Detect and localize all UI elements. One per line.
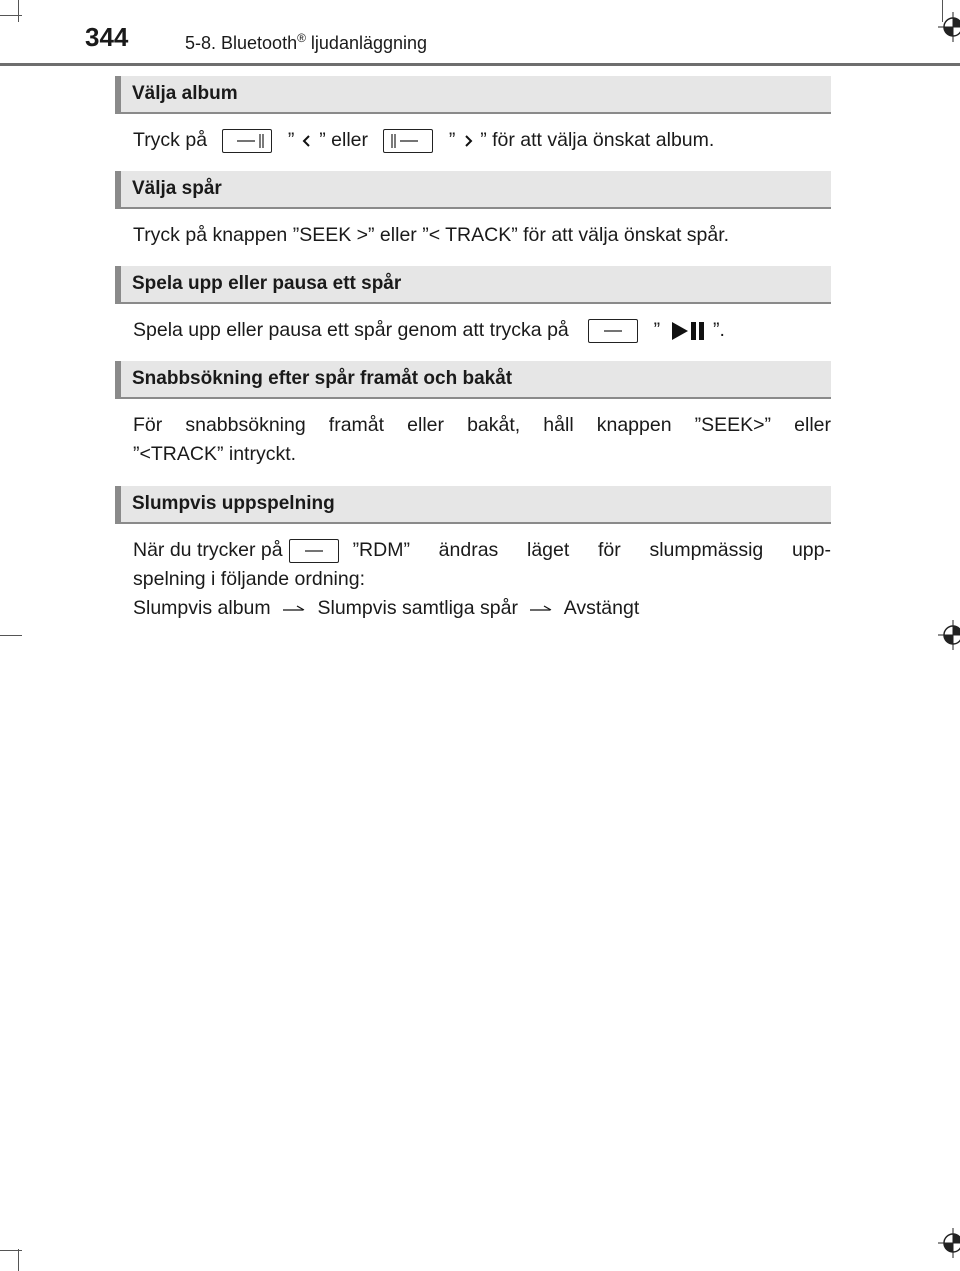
crop-mark bbox=[0, 635, 22, 636]
section-heading: Välja album bbox=[115, 76, 831, 114]
text-line: För snabbsökning framåt eller bakåt, håll knappen ”SEEK>” eller bbox=[133, 414, 831, 436]
section-heading: Slumpvis uppspelning bbox=[115, 486, 831, 524]
text: ”. bbox=[712, 319, 725, 341]
paragraph-play-pause bbox=[133, 316, 831, 345]
right-arrow-icon bbox=[282, 604, 306, 614]
section-heading: Välja spår bbox=[115, 171, 831, 209]
text: ” bbox=[448, 129, 456, 151]
text: ” för att välja önskat album. bbox=[480, 129, 715, 151]
section-title bbox=[185, 31, 427, 54]
text: ” bbox=[653, 319, 661, 341]
text: När du trycker på bbox=[133, 539, 283, 561]
steering-switch-button-icon bbox=[588, 319, 638, 343]
section-title-suffix: ljudanläggning bbox=[305, 33, 428, 53]
chevron-left-icon bbox=[300, 133, 314, 149]
text-line bbox=[133, 594, 831, 623]
text: ”RDM” ändras läget för slumpmässig upp- bbox=[352, 539, 831, 561]
crop-mark bbox=[18, 1249, 19, 1271]
crop-mark bbox=[18, 0, 19, 22]
registration-mark-icon bbox=[938, 1228, 960, 1258]
text: Tryck på bbox=[133, 129, 208, 151]
registration-mark-icon bbox=[938, 620, 960, 650]
registered-mark: ® bbox=[297, 31, 306, 45]
registration-mark-icon bbox=[938, 12, 960, 42]
text-line: ”<TRACK” intryckt. bbox=[133, 443, 297, 465]
text: Slumpvis album bbox=[133, 597, 271, 619]
page-content bbox=[115, 76, 831, 623]
right-arrow-icon bbox=[529, 604, 553, 614]
text-line: spelning i följande ordning: bbox=[133, 568, 366, 590]
section-heading: Snabbsökning efter spår framåt och bakåt bbox=[115, 361, 831, 399]
text: Spela upp eller pausa ett spår genom att trycka på bbox=[133, 319, 569, 341]
header-rule bbox=[0, 63, 960, 66]
section-title-prefix: 5-8. Bluetooth bbox=[185, 33, 298, 53]
paragraph-fast-search bbox=[133, 411, 831, 469]
page-number: 344 bbox=[85, 22, 129, 52]
paragraph-random-playback bbox=[133, 536, 831, 623]
text: Avstängt bbox=[563, 597, 640, 619]
text-line bbox=[133, 536, 831, 565]
text: ” eller bbox=[319, 129, 368, 151]
paragraph-select-track: Tryck på knappen ”SEEK >” eller ”< TRACK” för att välja önskat spår. bbox=[133, 224, 730, 246]
paragraph-select-album bbox=[133, 126, 831, 155]
chevron-right-icon bbox=[461, 133, 475, 149]
steering-switch-button-icon bbox=[289, 539, 339, 563]
section-heading: Spela upp eller pausa ett spår bbox=[115, 266, 831, 304]
play-pause-icon bbox=[666, 320, 708, 342]
text: ” bbox=[287, 129, 295, 151]
steering-switch-button-icon bbox=[383, 129, 433, 153]
steering-switch-button-icon bbox=[222, 129, 272, 153]
text: Slumpvis samtliga spår bbox=[317, 597, 518, 619]
